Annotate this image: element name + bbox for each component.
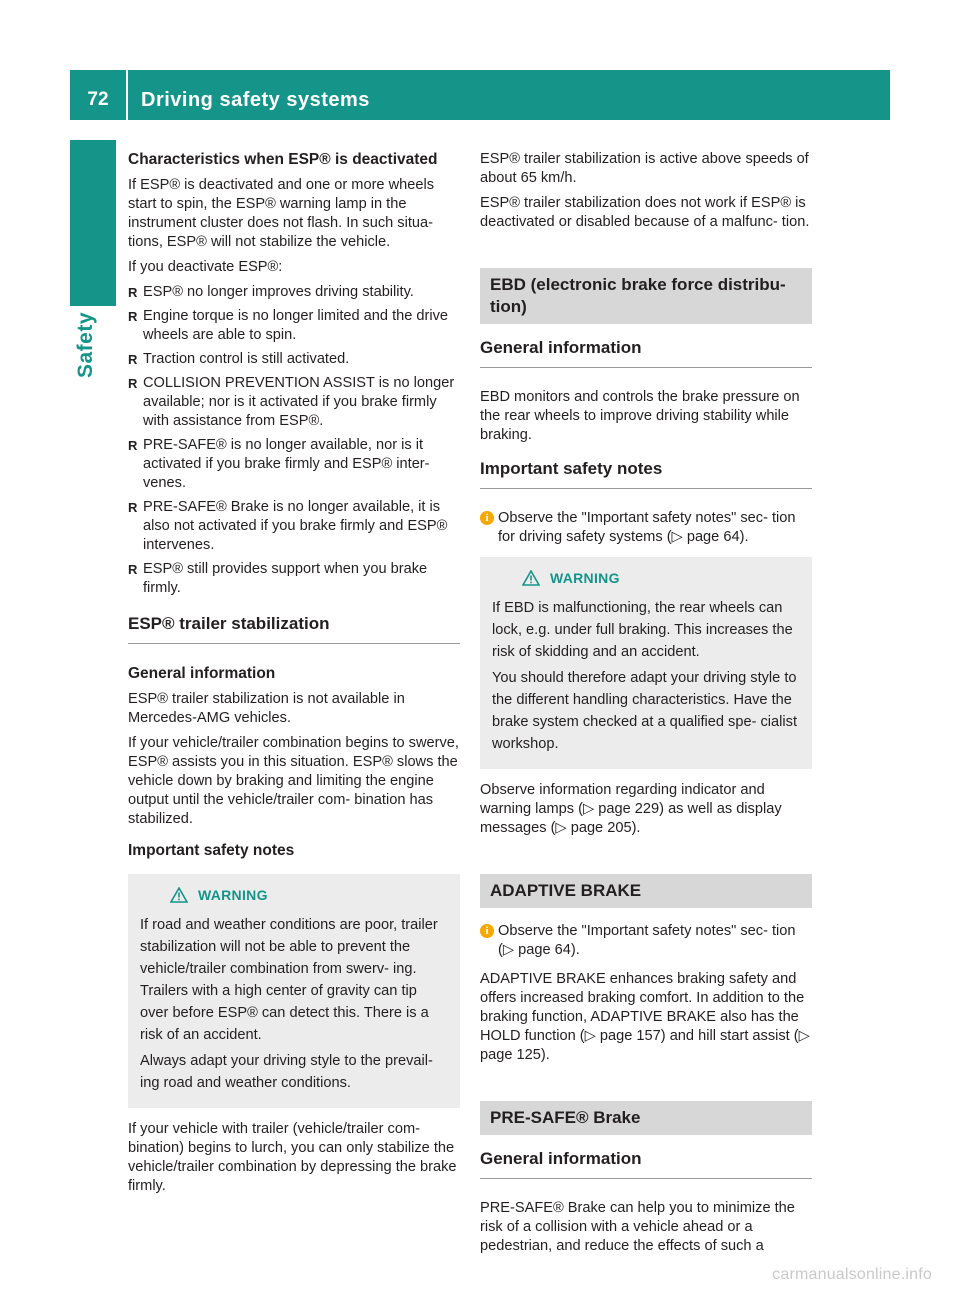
list-item: R PRE-SAFE® is no longer available, nor is it activated if you brake firmly and ESP® inter- venes. <box>128 437 430 491</box>
ebd-general-heading: General information <box>480 338 812 368</box>
warning-triangle-icon <box>170 887 188 903</box>
warning-title: WARNING <box>170 884 448 906</box>
trailer-general-heading: General information <box>128 665 276 682</box>
ebd-section-heading: EBD (electronic brake force distribu- tion) <box>480 268 812 324</box>
presafe-general-paragraph: PRE-SAFE® Brake can help you to minimize the risk of a collision with a vehicle ahead or a pedestrian, and reduce the effects of such a <box>480 1200 795 1254</box>
left-column <box>128 150 460 1202</box>
ebd-safety-heading: Important safety notes <box>480 459 812 489</box>
ebd-warning-p2: You should therefore adapt your driving style to the different handling characteristics. Have the brake system checked at a qualified spe- cialist workshop. <box>492 670 797 752</box>
side-section-label: Safety <box>74 311 97 379</box>
trailer-lurch-paragraph: If your vehicle with trailer (vehicle/trailer com- bination) begins to lurch, you can only stabilize the vehicle/trailer combination by depressing the brake firmly. <box>128 1121 457 1194</box>
presafe-brake-heading: PRE-SAFE® Brake <box>480 1101 812 1135</box>
ebd-warning-p1: If EBD is malfunctioning, the rear wheels can lock, e.g. under full braking. This increases the risk of skidding and an accident. <box>492 600 793 660</box>
ebd-lamps-paragraph: Observe information regarding indicator and warning lamps (▷ page 229) as well as display messages (▷ page 205). <box>480 782 782 836</box>
ebd-warning-box <box>480 557 812 769</box>
trailer-safety-heading: Important safety notes <box>128 842 295 859</box>
warning-triangle-icon <box>522 570 540 586</box>
ebd-info-note: i Observe the "Important safety notes" sec- tion for driving safety systems (▷ page 64). <box>480 509 812 547</box>
trailer-speed-paragraph: ESP® trailer stabilization is active above speeds of about 65 km/h. <box>480 151 809 186</box>
info-icon: i <box>480 924 494 938</box>
page-number: 72 <box>87 89 109 110</box>
list-item: R PRE-SAFE® Brake is no longer available, it is also not activated if you brake firmly and ESP® intervenes. <box>128 499 448 553</box>
trailer-warning-p1: If road and weather conditions are poor, trailer stabilization will not be able to prevent the vehicle/trailer combination from swerv- ing. Trailers with a high center of gravity can tip over before ESP® can detect this. There is a risk of an accident. <box>140 917 438 1043</box>
esp-deactivated-paragraph: If ESP® is deactivated and one or more wheels start to spin, the ESP® warning lamp in the instrument cluster does not flash. In such situa- tions, ESP® will not stabilize the vehicle. <box>128 177 435 250</box>
side-tab-block <box>70 140 116 306</box>
right-column <box>480 150 812 1262</box>
list-item: R Traction control is still activated. <box>128 351 350 367</box>
deactivated-effects-list <box>128 283 460 598</box>
watermark: carmanualsonline.info <box>772 1266 932 1283</box>
adaptive-brake-heading: ADAPTIVE BRAKE <box>480 874 812 908</box>
adaptive-info-note: i Observe the "Important safety notes" sec- tion (▷ page 64). <box>480 922 812 960</box>
trailer-general-p2: If your vehicle/trailer combination begins to swerve, ESP® assists you in this situation. ESP® slows the vehicle down by braking and limiting the engine output until the vehicle/trailer com- bination has stabilized. <box>128 735 459 827</box>
presafe-general-heading: General information <box>480 1149 812 1179</box>
esp-deactivated-heading: Characteristics when ESP® is deactivated <box>128 151 438 168</box>
list-item: R ESP® still provides support when you brake firmly. <box>128 561 428 596</box>
trailer-warning-box <box>128 874 460 1108</box>
list-item: R ESP® no longer improves driving stability. <box>128 284 414 300</box>
trailer-warning-p2: Always adapt your driving style to the prevail- ing road and weather conditions. <box>140 1053 433 1091</box>
header-title: Driving safety systems <box>141 89 370 111</box>
list-item: R COLLISION PREVENTION ASSIST is no longer available; nor is it activated if you brake firmly with assistance from ESP®. <box>128 375 455 429</box>
list-item: R Engine torque is no longer limited and the drive wheels are able to spin. <box>128 308 449 343</box>
warning-title: WARNING <box>522 567 800 589</box>
info-icon: i <box>480 511 494 525</box>
deactivate-intro: If you deactivate ESP®: <box>128 259 283 275</box>
adaptive-brake-paragraph: ADAPTIVE BRAKE enhances braking safety and offers increased braking comfort. In addition to the braking function, ADAPTIVE BRAKE also has the HOLD function (▷ page 157) and hill start assist (▷ page 125). <box>480 971 810 1063</box>
ebd-general-paragraph: EBD monitors and controls the brake pressure on the rear wheels to improve driving stability while braking. <box>480 389 800 443</box>
esp-trailer-heading: ESP® trailer stabilization <box>128 614 460 644</box>
header-divider <box>126 70 128 120</box>
trailer-malfunction-paragraph: ESP® trailer stabilization does not work if ESP® is deactivated or disabled because of a malfunc- tion. <box>480 195 810 230</box>
trailer-general-p1: ESP® trailer stabilization is not available in Mercedes-AMG vehicles. <box>128 691 405 726</box>
